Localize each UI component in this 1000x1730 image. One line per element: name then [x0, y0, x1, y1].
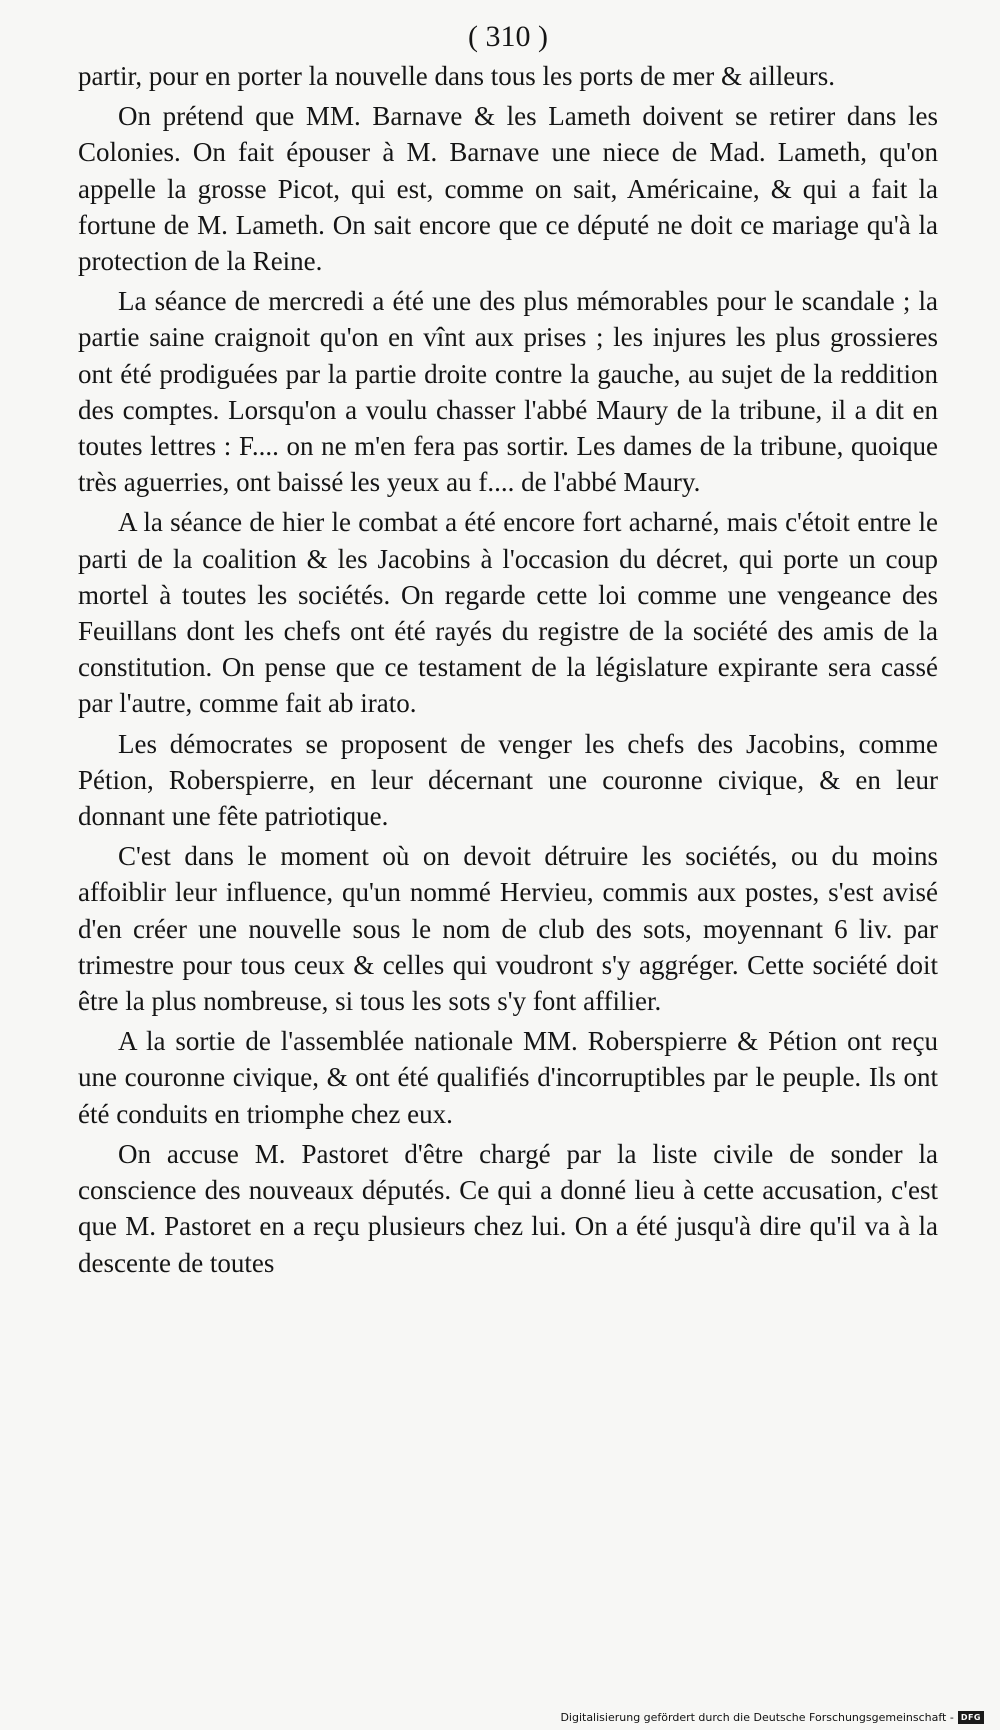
- paragraph: A la sortie de l'assemblée nationale MM. Roberspierre & Pétion ont reçu une couronne civique, & ont été qualifiés d'incorruptibles par le peuple. Ils ont été conduits en triomphe chez eux.: [78, 1026, 938, 1129]
- paragraph: On accuse M. Pastoret d'être chargé par la liste civile de sonder la conscience des nouveaux députés. Ce qui a donné lieu à cette accusation, c'est que M. Pastoret en a reçu plusieurs chez lui. On a été jusqu'à dire qu'il va à la descente de toutes: [78, 1138, 938, 1278]
- paragraph: C'est dans le moment où on devoit détruire les sociétés, ou du moins affoiblir leur influence, qu'un nommé Hervieu, commis aux postes, s'est avisé d'en créer une nouvelle sous le nom de club des sots, moyennant 6 liv. par trimestre pour tous ceux & celles qui voudront s'y aggréger. Cette société doit être la plus nombreuse, si tous les sots s'y font affilier.: [78, 841, 938, 1017]
- dfg-logo: DFG: [958, 1711, 984, 1724]
- digitization-footer: [560, 1711, 984, 1724]
- paragraph: La séance de mercredi a été une des plus mémorables pour le scandale ; la partie saine craignoit qu'on en vînt aux prises ; les injures les plus grossieres ont été prodiguées par la partie droite contre la gauche, au sujet de la reddition des comptes. Lorsqu'on a voulu chasser l'abbé Maury de la tribune, il a dit en toutes lettres : F.... on ne m'en fera pas sortir. Les dames de la tribune, quoique très aguerries, ont baissé les yeux au f.... de l'abbé Maury.: [78, 286, 938, 498]
- page-number: ( 310 ): [468, 20, 548, 53]
- paragraph: partir, pour en porter la nouvelle dans tous les ports de mer & ailleurs.: [78, 61, 835, 91]
- paragraph: A la séance de hier le combat a été encore fort acharné, mais c'étoit entre le parti de la coalition & les Jacobins à l'occasion du décret, qui porte un coup mortel à toutes les sociétés. On regarde cette loi comme une vengeance des Feuillans dont les chefs ont été rayés du registre de la société des amis de la constitution. On pense que ce testament de la législature expirante sera cassé par l'autre, comme fait ab irato.: [78, 507, 938, 719]
- footer-text: Digitalisierung gefördert durch die Deutsche Forschungsgemeinschaft -: [560, 1711, 954, 1724]
- paragraph: Les démocrates se proposent de venger les chefs des Jacobins, comme Pétion, Roberspierre, en leur décernant une couronne civique, & en leur donnant une fête patriotique.: [78, 728, 938, 832]
- page-text: [78, 18, 938, 1285]
- paragraph: On prétend que MM. Barnave & les Lameth doivent se retirer dans les Colonies. On fait épouser à M. Barnave une niece de Mad. Lameth, qu'on appelle la grosse Picot, qui est, comme on sait, Américaine, & qui a fait la fortune de M. Lameth. On sait encore que ce député ne doit ce mariage qu'à la protection de la Reine.: [78, 101, 938, 277]
